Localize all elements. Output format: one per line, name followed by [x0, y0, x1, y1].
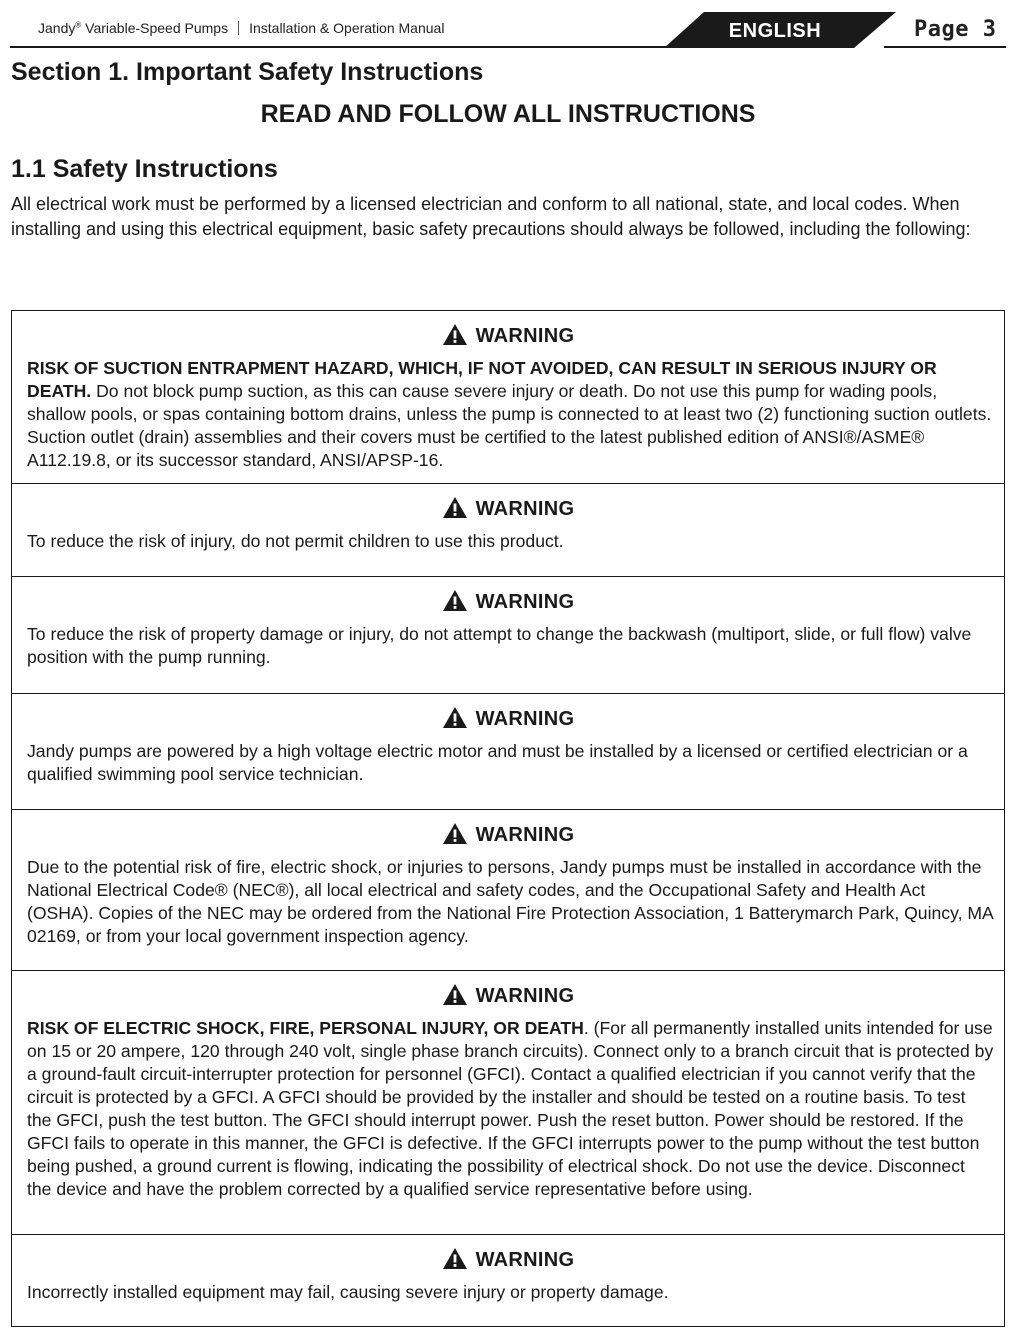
- warning-text: [27, 1281, 994, 1304]
- page-number: Page 3: [914, 17, 997, 42]
- warning-lead: RISK OF ELECTRIC SHOCK, FIRE, PERSONAL INJURY, OR DEATH: [27, 1018, 584, 1038]
- warning-lead: RISK OF SUCTION ENTRAPMENT HAZARD, WHICH, IF NOT AVOIDED, CAN RESULT IN SERIOUS INJURY OR DEATH.: [27, 358, 937, 401]
- warning-triangle-icon: [442, 822, 468, 845]
- warning-heading: [12, 323, 1004, 348]
- intro-paragraph: All electrical work must be performed by a licensed electrician and conform to all national, state, and local codes. When installing and using this electrical equipment, basic safety precautions should always be followed, including the following:: [11, 194, 971, 239]
- warning-box: [11, 809, 1005, 971]
- warning-triangle-icon: [442, 589, 468, 612]
- warning-box: [11, 576, 1005, 694]
- warning-heading: [12, 706, 1004, 731]
- warning-text: [27, 530, 994, 553]
- warning-heading: [12, 983, 1004, 1008]
- warning-heading: [12, 496, 1004, 521]
- product-name: Variable-Speed Pumps: [85, 20, 229, 36]
- page-header: [0, 0, 1016, 48]
- warning-heading: [12, 1247, 1004, 1272]
- manual-name: Installation & Operation Manual: [249, 20, 445, 36]
- warning-label: WARNING: [475, 985, 575, 1007]
- warning-text: [27, 740, 994, 786]
- warning-triangle-icon: [442, 1247, 468, 1270]
- warning-label: WARNING: [475, 325, 575, 347]
- warning-body: Jandy pumps are powered by a high voltage electric motor and must be installed by a licensed or certified electrician or a qualified swimming pool service technician.: [27, 741, 968, 784]
- running-header: [38, 20, 444, 36]
- warning-label: WARNING: [475, 1249, 575, 1271]
- warning-body: Due to the potential risk of fire, electric shock, or injuries to persons, Jandy pumps must be installed in accordance with the National Electrical Code® (NEC®), all local electrical and safety codes, and the Occupational Safety and Health Act (OSHA). Copies of the NEC may be ordered from the National Fire Protection Association, 1 Batterymarch Park, Quincy, MA 02169, or from your local government inspection agency.: [27, 857, 993, 946]
- warning-heading: [12, 589, 1004, 614]
- warning-box: [11, 1234, 1005, 1327]
- header-rule: [10, 46, 680, 48]
- warning-body: To reduce the risk of injury, do not permit children to use this product.: [27, 531, 564, 551]
- section-title: Section 1. Important Safety Instructions: [11, 58, 484, 86]
- warning-label: WARNING: [475, 498, 575, 520]
- warning-body: To reduce the risk of property damage or injury, do not attempt to change the backwash (multiport, slide, or full flow) valve position with the pump running.: [27, 624, 972, 667]
- warning-box: [11, 483, 1005, 577]
- language-label: ENGLISH: [728, 20, 822, 42]
- read-follow-heading: READ AND FOLLOW ALL INSTRUCTIONS: [260, 100, 756, 128]
- warning-text: [27, 623, 994, 669]
- warning-label: WARNING: [475, 824, 575, 846]
- page-rule: [884, 46, 1006, 48]
- warning-body: Do not block pump suction, as this can cause severe injury or death. Do not use this pump for wading pools, shallow pools, or spas containing bottom drains, unless the pump is connected to at least two (2) functioning suction outlets. Suction outlet (drain) assemblies and their covers must be certified to the latest published edition of ANSI®/ASME® A112.19.8, or its successor standard, ANSI/APSP-16.: [27, 381, 992, 470]
- brand-name: Jandy: [38, 20, 76, 36]
- subsection-title: 1.1 Safety Instructions: [11, 155, 278, 183]
- warning-text: [27, 357, 994, 472]
- warning-box: [11, 310, 1005, 484]
- warning-body: . (For all permanently installed units intended for use on 15 or 20 ampere, 120 through 240 volt, single phase branch circuits). Connect only to a branch circuit that is protected by a ground-fault circuit-interrupter protection for personnel (GFCI). Contact a qualified electrician if you cannot verify that the circuit is protected by a GFCI. A GFCI should be provided by the installer and should be tested on a routine basis. To test the GFCI, push the test button. The GFCI should interrupt power. Push the reset button. Power should be restored. If the GFCI fails to operate in this manner, the GFCI is defective. If the GFCI interrupts power to the pump without the test button being pushed, a ground current is flowing, indicating the possibility of electrical shock. Do not use the device. Disconnect the device and have the problem corrected by a qualified service representative before using.: [27, 1018, 994, 1199]
- warning-text: [27, 856, 994, 948]
- warning-label: WARNING: [475, 708, 575, 730]
- warning-triangle-icon: [442, 706, 468, 729]
- header-divider: [238, 21, 239, 35]
- warning-heading: [12, 822, 1004, 847]
- warning-label: WARNING: [475, 591, 575, 613]
- warning-body: Incorrectly installed equipment may fail, causing severe injury or property damage.: [27, 1282, 669, 1302]
- warning-box: [11, 970, 1005, 1235]
- warning-text: [27, 1017, 994, 1201]
- registered-mark: ®: [75, 20, 82, 30]
- warning-triangle-icon: [442, 496, 468, 519]
- warning-box: [11, 693, 1005, 810]
- warning-triangle-icon: [442, 323, 468, 346]
- warning-triangle-icon: [442, 983, 468, 1006]
